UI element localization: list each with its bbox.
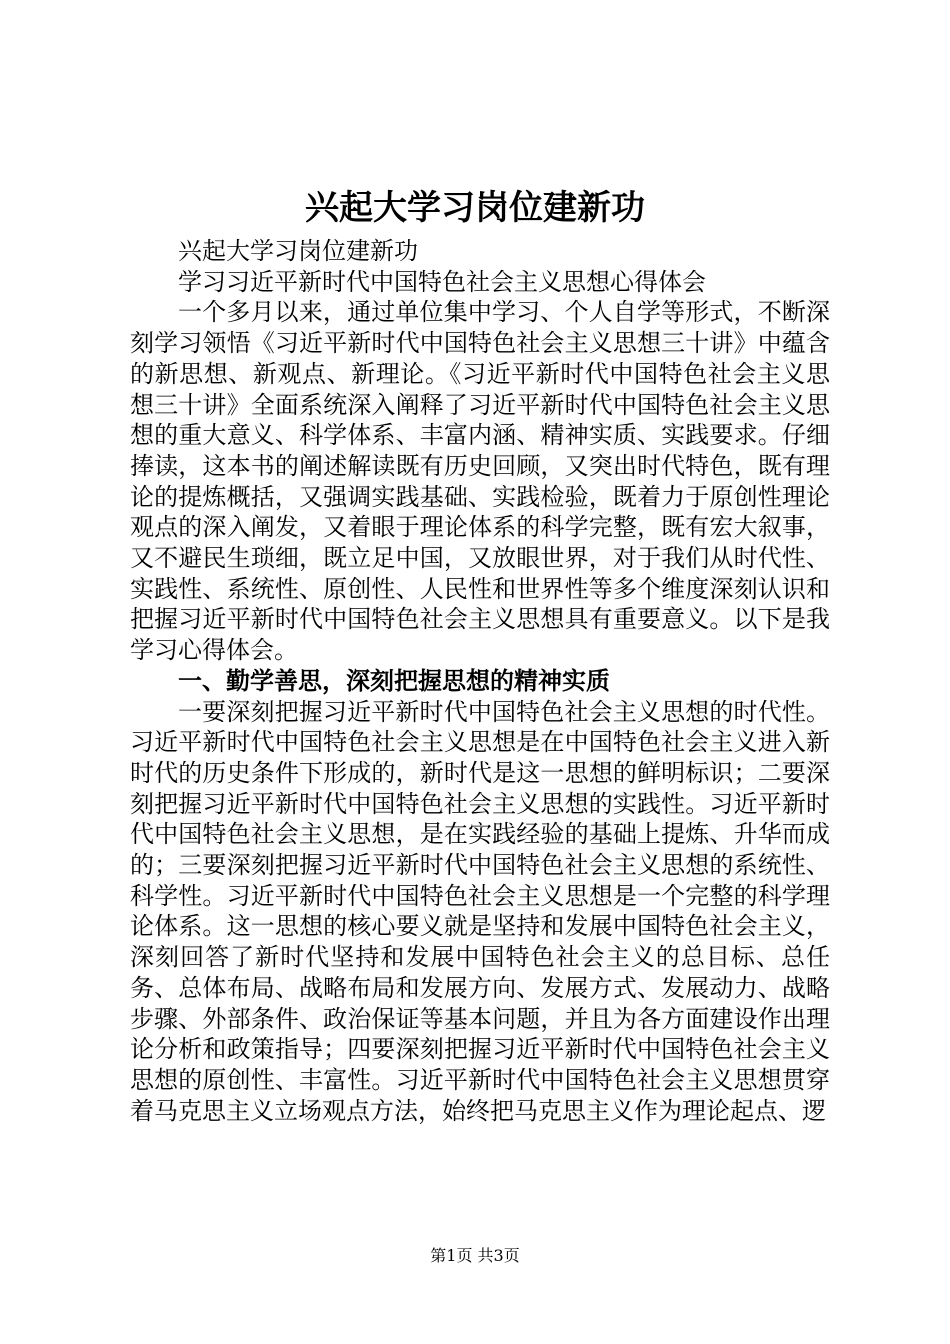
document-title: 兴起大学习岗位建新功	[305, 188, 645, 228]
section-heading: 一、勤学善思，深刻把握思想的精神实质	[178, 666, 610, 695]
subtitle-line: 兴起大学习岗位建新功	[178, 237, 418, 265]
body-paragraph: 一个多月以来，通过单位集中学习、个人自学等形式，不断深刻学习领悟《习近平新时代中国特色社会主义思想三十讲》中蕴含的新思想、新观点、新理论。《习近平新时代中国特色社会主义思想三十讲》全面系统深入阐释了习近平新时代中国特色社会主义思想的重大意义、科学体系、丰富内涵、精神实质、实践要求。仔细捧读，这本书的阐述解读既有历史回顾，又突出时代特色，既有理论的提炼概括，又强调实践基础、实践检验，既着力于原创性理论观点的深入阐发，又着眼于理论体系的科学完整，既有宏大叙事，又不避民生琐细，既立足中国，又放眼世界，对于我们从时代性、实践性、系统性、原创性、人民性和世界性等多个维度深刻认识和把握习近平新时代中国特色社会主义思想具有重要意义。以下是我学习心得体会。	[130, 298, 830, 665]
body-paragraph: 一要深刻把握习近平新时代中国特色社会主义思想的时代性。习近平新时代中国特色社会主义思想是在中国特色社会主义进入新时代的历史条件下形成的，新时代是这一思想的鲜明标识；二要深刻把握习近平新时代中国特色社会主义思想的实践性。习近平新时代中国特色社会主义思想，是在实践经验的基础上提炼、升华而成的；三要深刻把握习近平新时代中国特色社会主义思想的系统性、科学性。习近平新时代中国特色社会主义思想是一个完整的科学理论体系。这一思想的核心要义就是坚持和发展中国特色社会主义，深刻回答了新时代坚持和发展中国特色社会主义的总目标、总任务、总体布局、战略布局和发展方向、发展方式、发展动力、战略步骤、外部条件、政治保证等基本问题，并且为各方面建设作出理论分析和政策指导；四要深刻把握习近平新时代中国特色社会主义思想的原创性、丰富性。习近平新时代中国特色社会主义思想贯穿着马克思主义立场观点方法，始终把马克思主义作为理论起点、逻	[130, 697, 830, 1125]
subtitle-line: 学习习近平新时代中国特色社会主义思想心得体会	[178, 267, 706, 296]
page-footer: 第1页 共3页	[430, 1246, 520, 1265]
document-body	[130, 236, 830, 1126]
